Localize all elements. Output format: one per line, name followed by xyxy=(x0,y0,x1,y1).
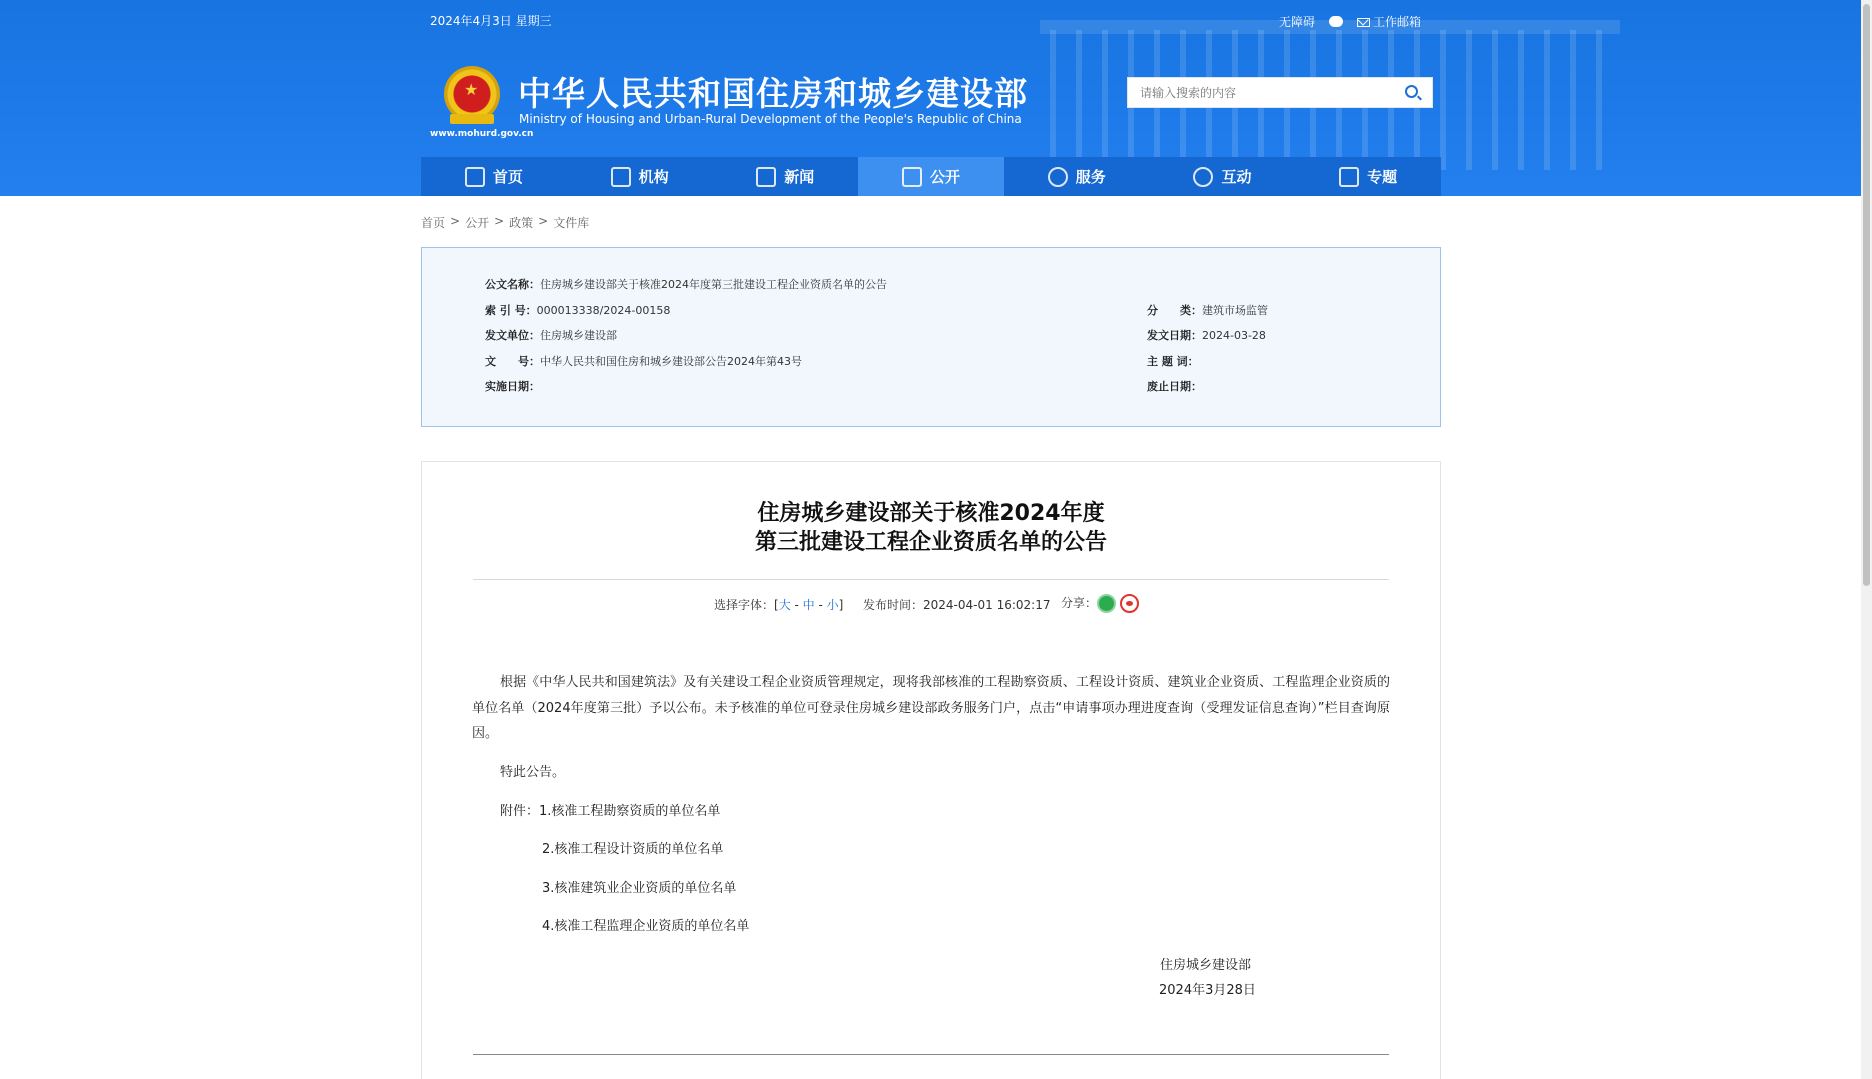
breadcrumb-separator: > xyxy=(450,214,461,228)
attachment-link[interactable]: 3.核准建筑业企业资质的单位名单 xyxy=(542,881,737,896)
breadcrumb-library[interactable]: 文件库 xyxy=(553,216,590,230)
nav-label: 机构 xyxy=(638,168,669,186)
attachments-label: 附件： xyxy=(500,804,540,819)
article-title-line1: 住房城乡建设部关于核准2024年度 xyxy=(757,501,1105,526)
accessibility-link[interactable]: 无障碍 xyxy=(1278,15,1315,29)
info-issuer: 发文单位：住房城乡建设部 xyxy=(485,329,617,342)
building-icon xyxy=(611,167,631,187)
title-divider xyxy=(473,579,1389,580)
info-doc-name: 公文名称：住房城乡建设部关于核准2024年度第三批建设工程企业资质名单的公告 xyxy=(485,278,887,291)
font-medium-link[interactable]: 中 xyxy=(802,598,815,612)
breadcrumb-public[interactable]: 公开 xyxy=(465,216,490,230)
nav-label: 专题 xyxy=(1367,168,1398,186)
site-title: 中华人民共和国住房和城乡建设部 xyxy=(518,74,1028,113)
search-icon[interactable] xyxy=(1405,85,1418,98)
attachment-link[interactable]: 1.核准工程勘察资质的单位名单 xyxy=(539,804,721,819)
share-label: 分享： xyxy=(1061,596,1098,610)
mail-icon xyxy=(1357,18,1370,27)
top-links xyxy=(1279,13,1421,30)
page-scrollbar[interactable] xyxy=(1861,0,1872,1079)
site-header xyxy=(0,0,1861,196)
article-title-line2: 第三批建设工程企业资质名单的公告 xyxy=(754,530,1107,555)
breadcrumb xyxy=(421,214,589,231)
font-small-link[interactable]: 小 xyxy=(826,598,839,612)
interaction-icon xyxy=(1193,167,1213,187)
news-icon xyxy=(756,167,776,187)
wechat-icon[interactable] xyxy=(1329,16,1343,27)
article-paragraph-2: 特此公告。 xyxy=(500,765,566,780)
emblem-base xyxy=(450,114,494,124)
attachment-link[interactable]: 4.核准工程监理企业资质的单位名单 xyxy=(542,919,750,934)
breadcrumb-separator: > xyxy=(494,214,505,228)
attachment-link[interactable]: 2.核准工程设计资质的单位名单 xyxy=(542,842,724,857)
article-paragraph-1: 根据《中华人民共和国建筑法》及有关建设工程企业资质管理规定，现将我部核准的工程勘察资质、工程设计资质、建筑业企业资质、工程监理企业资质的单位名单（2024年度第三批）予以公布。未予核准的单位可登录住房城乡建设部政务服务门户，点击“申请事项办理进度查询（受理发证信息查询）”栏目查询原因。 xyxy=(472,675,1390,741)
info-effective-date: 实施日期： xyxy=(485,380,540,393)
breadcrumb-policy[interactable]: 政策 xyxy=(509,216,534,230)
nav-item-service[interactable] xyxy=(1004,157,1150,196)
font-size-selector: 选择字体：[大 - 中 - 小] xyxy=(714,598,844,612)
site-subtitle: Ministry of Housing and Urban-Rural Development of the People's Republic of China xyxy=(519,112,1022,126)
work-mail-label: 工作邮箱 xyxy=(1372,15,1421,29)
nav-label: 服务 xyxy=(1075,168,1106,186)
wechat-share-icon[interactable] xyxy=(1097,594,1116,613)
font-large-link[interactable]: 大 xyxy=(778,598,791,612)
scrollbar-thumb[interactable] xyxy=(1863,4,1870,586)
document-icon xyxy=(902,167,922,187)
attachment-line-1 xyxy=(500,800,720,819)
breadcrumb-separator: > xyxy=(538,214,549,228)
nav-label: 互动 xyxy=(1221,168,1252,186)
weibo-share-icon[interactable] xyxy=(1120,594,1139,613)
signature: 住房城乡建设部 xyxy=(1160,958,1252,973)
info-issue-date: 发文日期：2024-03-28 xyxy=(1147,329,1266,342)
info-category: 分 类：建筑市场监管 xyxy=(1147,304,1268,317)
nav-item-home[interactable] xyxy=(421,157,567,196)
attachment-line-2 xyxy=(542,838,723,857)
current-date: 2024年4月3日 星期三 xyxy=(430,14,552,28)
article-container xyxy=(421,461,1441,1079)
nav-item-news[interactable] xyxy=(712,157,858,196)
share-bar xyxy=(1061,594,1139,613)
attachment-line-4 xyxy=(542,915,749,934)
user-service-icon xyxy=(1048,167,1068,187)
info-expiry-date: 废止日期： xyxy=(1147,380,1202,393)
signature-date: 2024年3月28日 xyxy=(1159,983,1256,998)
nav-item-interaction[interactable] xyxy=(1150,157,1296,196)
nav-item-public[interactable] xyxy=(858,157,1004,196)
search-box xyxy=(1127,77,1433,108)
document-info-box xyxy=(421,247,1441,427)
nav-item-organization[interactable] xyxy=(567,157,713,196)
work-mail-link[interactable] xyxy=(1357,13,1421,30)
search-input[interactable] xyxy=(1128,78,1378,107)
footer-divider xyxy=(473,1054,1389,1055)
info-keywords: 主 题 词： xyxy=(1147,355,1199,368)
main-nav xyxy=(421,157,1441,196)
star-topic-icon xyxy=(1339,167,1359,187)
info-doc-number: 文 号：中华人民共和国住房和城乡建设部公告2024年第43号 xyxy=(485,355,802,368)
nav-label: 首页 xyxy=(492,168,523,186)
site-url: www.mohurd.gov.cn xyxy=(430,129,534,139)
nav-label: 新闻 xyxy=(784,168,815,186)
nav-label: 公开 xyxy=(930,168,961,186)
publish-time: 发布时间：2024-04-01 16:02:17 xyxy=(863,598,1051,612)
info-index: 索 引 号：000013338/2024-00158 xyxy=(485,304,671,317)
emblem-star-icon: ★ xyxy=(464,80,479,99)
national-emblem-logo[interactable] xyxy=(444,66,500,126)
nav-item-topics[interactable] xyxy=(1295,157,1441,196)
home-icon xyxy=(465,167,485,187)
breadcrumb-home[interactable]: 首页 xyxy=(421,216,446,230)
attachment-line-3 xyxy=(542,877,736,896)
